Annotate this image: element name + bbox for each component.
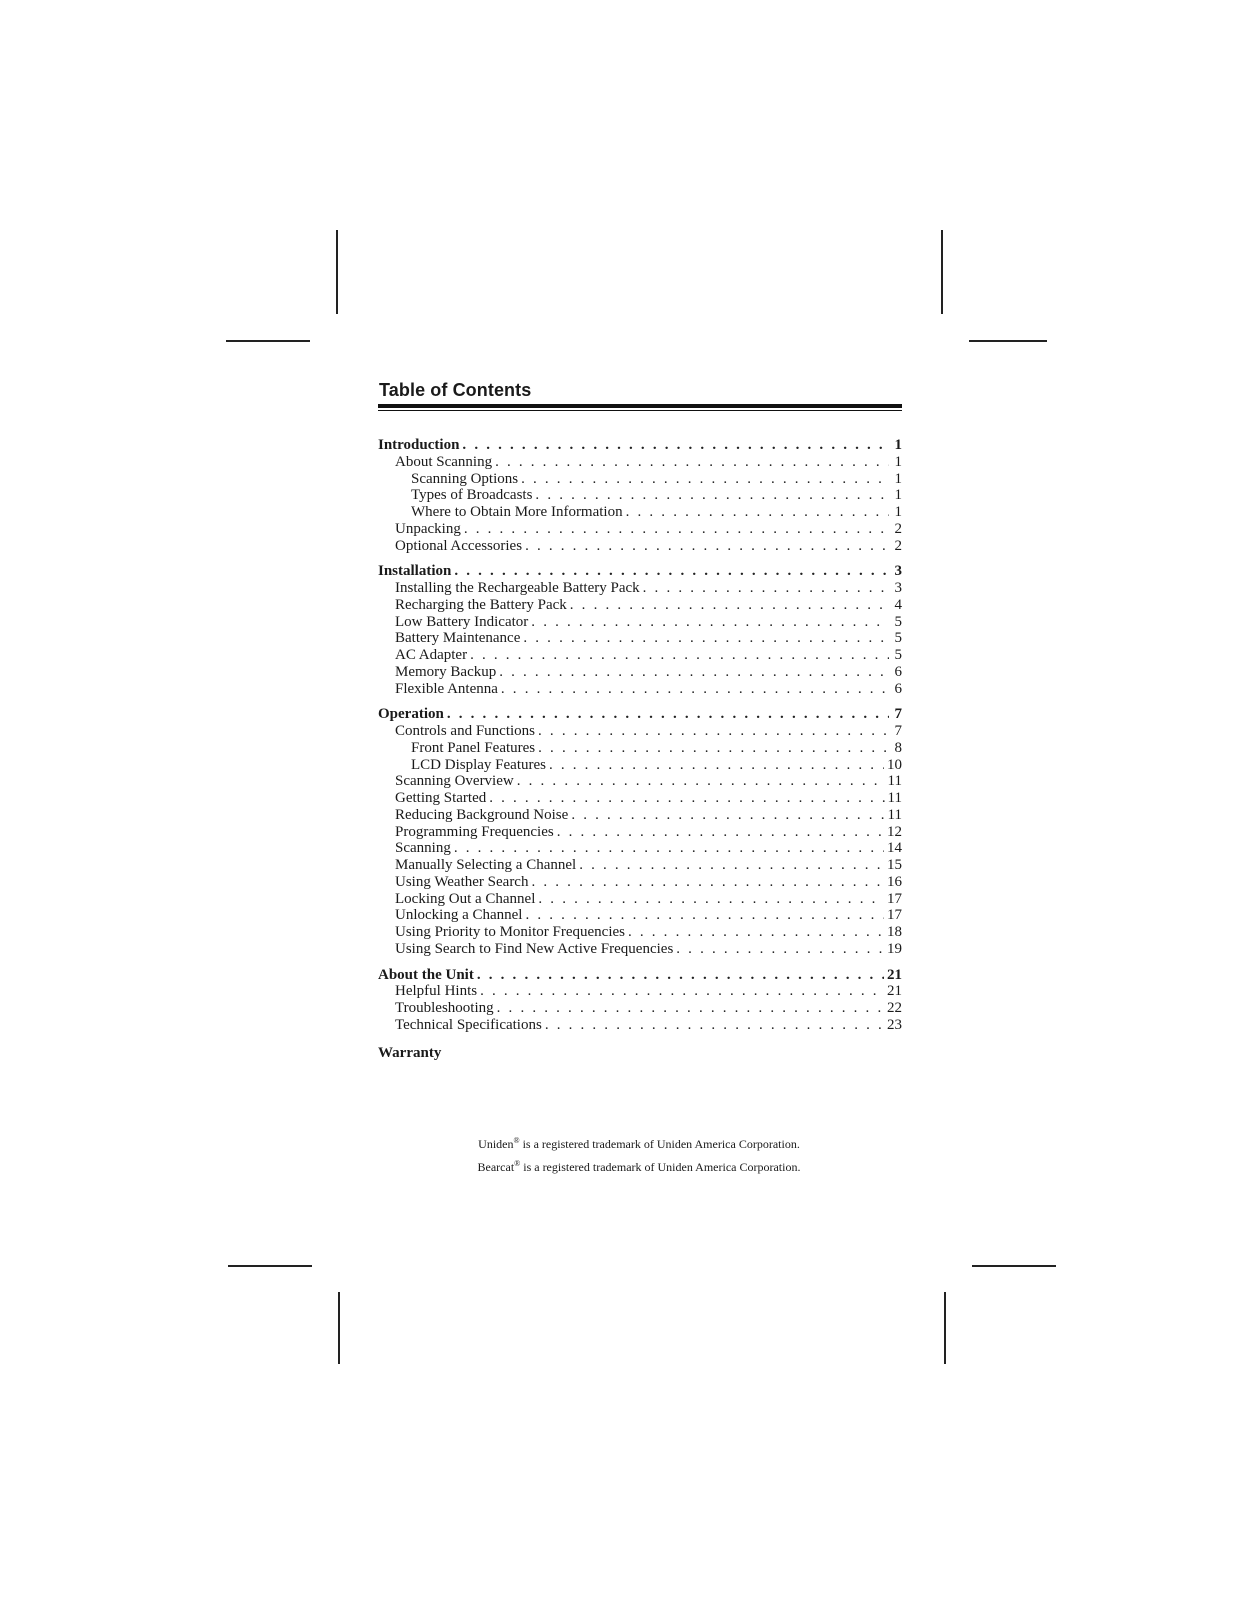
toc-entry[interactable] (378, 647, 902, 664)
toc-entry[interactable] (378, 983, 902, 1000)
toc-entry[interactable] (378, 664, 902, 681)
toc-entry[interactable] (378, 941, 902, 958)
crop-mark-top-right-vertical (941, 230, 943, 314)
dot-leader (499, 664, 889, 681)
crop-mark-top-right-horizontal (969, 340, 1047, 342)
toc-entry[interactable] (378, 1000, 902, 1017)
toc-page-number: 5 (894, 613, 902, 630)
dot-leader (570, 597, 889, 614)
toc-entry[interactable] (378, 773, 902, 790)
dot-leader (464, 521, 889, 538)
toc-entry-label: Unlocking a Channel (395, 907, 523, 924)
trademark-brand: Uniden (478, 1137, 514, 1151)
toc-page-number: 15 (887, 857, 902, 873)
toc-page-number: 1 (894, 453, 902, 470)
toc-entry-label: Scanning Options (411, 470, 519, 487)
toc-entry-label: Optional Accessories (395, 537, 523, 554)
toc-page-number: 17 (887, 890, 902, 907)
crop-mark-top-left-vertical (336, 230, 338, 314)
toc-page-number: 17 (887, 907, 902, 924)
dot-leader (538, 740, 889, 757)
toc-page-number: 10 (887, 756, 902, 773)
toc-entry-label: Low Battery Indicator (395, 613, 529, 630)
toc-entry[interactable] (378, 907, 902, 924)
toc-entry-label: Locking Out a Channel (395, 890, 536, 907)
toc-page-number: 22 (887, 1000, 902, 1016)
trademark-text: is a registered trademark of Uniden America Corporation. (519, 1137, 800, 1151)
toc-entry-label: Using Search to Find New Active Frequencies (395, 940, 674, 957)
toc-page-number: 19 (887, 940, 902, 957)
dot-leader (454, 840, 884, 857)
toc-entry-label: About Scanning (395, 453, 493, 470)
toc-page-number: 6 (894, 663, 902, 680)
toc-page-number: 11 (887, 773, 902, 790)
toc-entry-label: Helpful Hints (395, 983, 478, 1000)
toc-entry[interactable] (378, 824, 902, 841)
trademark-line (0, 1154, 1237, 1177)
toc-entry[interactable] (378, 521, 902, 538)
toc-entry-label: Where to Obtain More Information (411, 504, 623, 520)
toc-page-number: 21 (887, 983, 902, 1000)
dot-leader (521, 471, 889, 488)
toc-entry-label: Troubleshooting (395, 1000, 494, 1016)
toc-page-number: 6 (894, 680, 902, 697)
dot-leader (531, 614, 889, 631)
toc-page-number: 21 (887, 966, 902, 983)
toc-entry[interactable] (378, 538, 902, 555)
trademark-brand: Bearcat (477, 1160, 515, 1174)
toc-entry-label: AC Adapter (395, 647, 468, 663)
dot-leader (447, 706, 889, 723)
dot-leader (470, 647, 889, 664)
dot-leader (545, 1017, 884, 1034)
toc-page-number: 5 (894, 647, 902, 663)
dot-leader (477, 967, 884, 984)
registered-symbol: ® (513, 1136, 520, 1145)
toc-entry[interactable] (378, 487, 902, 504)
toc-entry[interactable] (378, 874, 902, 891)
dot-leader (538, 723, 889, 740)
toc-entry-label: Scanning Overview (395, 773, 514, 790)
dot-leader (571, 807, 884, 824)
toc-entry-label: Types of Broadcasts (411, 487, 533, 504)
toc-entry-label: Operation (378, 706, 444, 723)
toc-entry-label: Memory Backup (395, 663, 497, 680)
dot-leader (531, 874, 884, 891)
toc-entry[interactable] (378, 454, 902, 471)
toc-entry-label: Installing the Rechargeable Battery Pack (395, 580, 640, 596)
toc-page-number: 1 (894, 470, 902, 487)
dot-leader (557, 824, 884, 841)
toc-entry[interactable] (378, 504, 902, 521)
dot-leader (525, 538, 889, 555)
toc-entry[interactable] (378, 840, 902, 857)
toc-section-heading[interactable] (378, 437, 902, 454)
dot-leader (676, 941, 884, 958)
dot-leader (480, 983, 884, 1000)
toc-entry-label: Introduction (378, 437, 460, 453)
toc-entry[interactable] (378, 924, 902, 941)
toc-entry[interactable] (378, 723, 902, 740)
toc-entry[interactable] (378, 740, 902, 757)
toc-entry[interactable] (378, 790, 902, 807)
dot-leader (549, 757, 884, 774)
toc-entry-label: Technical Specifications (395, 1016, 542, 1033)
dot-leader (535, 487, 889, 504)
toc-entry[interactable] (378, 757, 902, 774)
toc-page-number: 18 (887, 924, 902, 940)
dot-leader (489, 790, 884, 807)
dot-leader (495, 454, 889, 471)
toc-entry[interactable] (378, 614, 902, 631)
toc-warranty-heading[interactable]: Warranty (378, 1045, 442, 1061)
dot-leader (626, 504, 889, 521)
dot-leader (579, 857, 884, 874)
toc-page-number: 16 (887, 873, 902, 890)
trademark-line (0, 1131, 1237, 1154)
toc-entry[interactable] (378, 681, 902, 698)
toc-entry-label: Recharging the Battery Pack (395, 596, 567, 613)
toc-entry[interactable] (378, 1017, 902, 1034)
page-title: Table of Contents (379, 380, 532, 400)
toc-section (378, 967, 902, 1034)
toc-page-number: 4 (894, 596, 902, 613)
title-rule-thick (378, 404, 902, 408)
toc-entry-label: Reducing Background Noise (395, 806, 569, 823)
toc-section-heading[interactable] (378, 563, 902, 580)
toc-list (378, 437, 902, 1043)
dot-leader (501, 681, 889, 698)
registered-symbol: ® (514, 1159, 521, 1168)
toc-entry-label: Battery Maintenance (395, 630, 521, 647)
toc-page-number: 1 (894, 437, 902, 453)
dot-leader (628, 924, 884, 941)
toc-entry-label: Controls and Functions (395, 723, 536, 739)
dot-leader (538, 891, 884, 908)
dot-leader (523, 630, 889, 647)
toc-entry[interactable] (378, 857, 902, 874)
dot-leader (462, 437, 889, 454)
toc-page-number: 3 (894, 580, 902, 596)
dot-leader (497, 1000, 884, 1017)
toc-entry-label: Installation (378, 563, 452, 580)
toc-page-number: 8 (894, 739, 902, 756)
toc-page-number: 12 (887, 823, 902, 840)
toc-page-number: 5 (894, 630, 902, 647)
toc-page-number: 1 (894, 487, 902, 504)
toc-entry-label: Using Priority to Monitor Frequencies (395, 924, 625, 940)
toc-section-heading[interactable] (378, 706, 902, 723)
toc-entry[interactable] (378, 891, 902, 908)
crop-mark-bottom-left-vertical (338, 1292, 340, 1364)
dot-leader (525, 907, 884, 924)
toc-entry-label: LCD Display Features (411, 756, 546, 773)
toc-section (378, 706, 902, 957)
toc-page-number: 1 (894, 504, 902, 520)
dot-leader (454, 563, 889, 580)
toc-entry-label: Unpacking (395, 520, 461, 537)
toc-page-number: 23 (887, 1016, 902, 1033)
toc-header (378, 378, 902, 411)
crop-mark-top-left-horizontal (226, 340, 310, 342)
toc-page-number: 7 (894, 723, 902, 739)
toc-entry-label: Scanning (395, 840, 451, 857)
crop-mark-bottom-left-horizontal (228, 1265, 312, 1267)
toc-section-heading[interactable] (378, 967, 902, 984)
toc-entry[interactable] (378, 580, 902, 597)
toc-entry[interactable] (378, 597, 902, 614)
toc-page-number: 7 (894, 706, 902, 723)
toc-entry-label: Programming Frequencies (395, 823, 554, 840)
crop-mark-bottom-right-horizontal (972, 1265, 1056, 1267)
trademark-text: is a registered trademark of Uniden America Corporation. (520, 1160, 801, 1174)
toc-page-number: 3 (894, 563, 902, 580)
toc-page-number: 11 (887, 790, 902, 806)
toc-entry[interactable] (378, 807, 902, 824)
toc-entry[interactable] (378, 471, 902, 488)
toc-page-number: 11 (887, 806, 902, 823)
toc-entry[interactable] (378, 630, 902, 647)
trademark-notices (0, 1131, 1237, 1177)
toc-section (378, 563, 902, 697)
toc-entry-label: Using Weather Search (395, 873, 529, 890)
toc-page-number: 2 (894, 520, 902, 537)
toc-entry-label: Manually Selecting a Channel (395, 857, 577, 873)
toc-entry-label: Getting Started (395, 790, 487, 806)
toc-entry-label: About the Unit (378, 966, 474, 983)
toc-page-number: 2 (894, 537, 902, 554)
title-rule-thin (378, 410, 902, 411)
dot-leader (643, 580, 889, 597)
toc-entry-label: Front Panel Features (411, 739, 536, 756)
toc-page-number: 14 (887, 840, 902, 857)
dot-leader (517, 773, 885, 790)
toc-section (378, 437, 902, 554)
toc-entry-label: Flexible Antenna (395, 680, 498, 697)
crop-mark-bottom-right-vertical (944, 1292, 946, 1364)
